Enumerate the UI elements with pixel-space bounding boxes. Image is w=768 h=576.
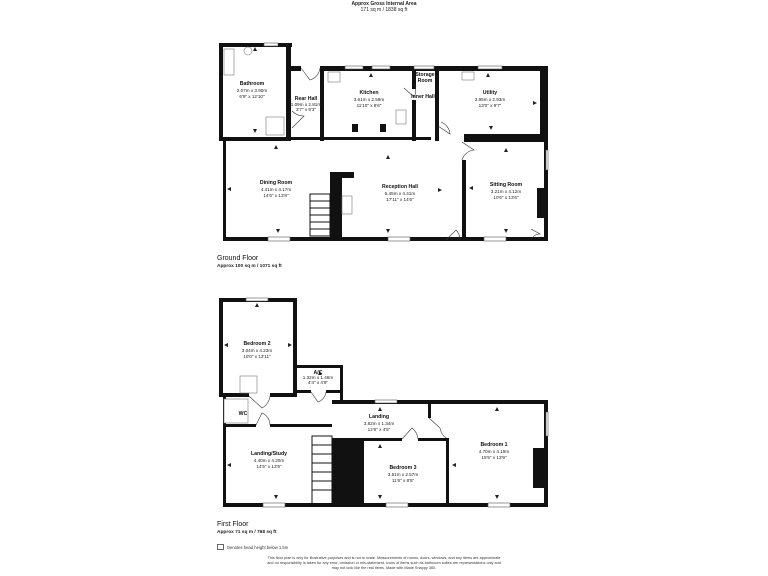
bedroom1-imperial: 15'5" x 13'9" (481, 455, 507, 460)
fireplace-icon (342, 196, 352, 214)
ground-floor-label: Ground Floor (217, 255, 259, 262)
landing-study-name: Landing/Study (250, 451, 288, 457)
kitchen-imperial: 11'10" x 8'6" (356, 103, 382, 108)
bath-icon (224, 49, 234, 75)
sitting-room-name: Sitting Room (489, 182, 523, 188)
rear-hall-name: Rear Hall (294, 96, 318, 102)
disclaimer-line-1: This floor plan is only for illustrative purposes and is not to scale. Measurements of rooms, doors, windows, and any items are approximate (267, 556, 501, 560)
utility-name: Utility (482, 90, 498, 96)
door-swing (292, 111, 304, 128)
header-title: Approx Gross Internal Area (351, 1, 417, 7)
reception-hall-imperial: 17'11" x 14'6" (386, 197, 414, 202)
wall (219, 43, 292, 47)
wc-icon (244, 47, 252, 55)
window (546, 150, 548, 170)
bedroom3-imperial: 11'6" x 8'5" (391, 478, 415, 483)
wall (428, 400, 431, 418)
window (263, 503, 285, 507)
disclaimer-line-2: and no responsibility is taken for any error, omission or mis-statement. Icons of items such as bathroom suites are representations only and (267, 561, 501, 565)
stair-void (332, 438, 361, 506)
bedroom2-metric: 3.04m x 4.23m (241, 348, 273, 353)
landing-study-metric: 4.40m x 4.20m (253, 458, 285, 463)
wall (293, 298, 297, 396)
door-swing (438, 122, 450, 134)
window (268, 237, 290, 241)
shower-icon (240, 376, 257, 393)
wall (362, 438, 402, 441)
wall (297, 390, 311, 393)
legend-swatch (217, 544, 224, 550)
bedroom3-name: Bedroom 3 (389, 465, 417, 471)
kitchen-unit (380, 124, 386, 132)
bedroom1-name: Bedroom 1 (480, 442, 508, 448)
bedroom1-metric: 4.70m x 4.19m (478, 449, 510, 454)
storage-room-name-line2: Room (417, 78, 433, 84)
wall (219, 43, 223, 141)
door-swing (429, 418, 446, 438)
wall (226, 424, 256, 427)
window (345, 66, 363, 69)
window (488, 503, 510, 507)
inner-hall-name: Inner Hall (411, 94, 435, 100)
chimney-breast (537, 188, 544, 218)
kitchen-name: Kitchen (359, 90, 379, 96)
bathroom-imperial: 6'9" x 12'10" (239, 94, 265, 99)
window (246, 298, 268, 301)
wall (446, 438, 449, 506)
door-swing (311, 392, 326, 402)
landing-study-imperial: 14'5" x 13'9" (256, 464, 282, 469)
first-floor-label: First Floor (217, 521, 249, 528)
wall (340, 365, 343, 403)
bedroom3-metric: 3.51m x 2.57m (387, 472, 419, 477)
wall (286, 66, 301, 71)
hob (328, 72, 340, 82)
chimney-breast (330, 172, 354, 178)
wall (291, 137, 431, 140)
rear-hall-imperial: 3'7" x 9'3" (295, 107, 317, 112)
chimney-breast (330, 172, 342, 238)
ground-floor-plan (219, 43, 548, 241)
window (264, 43, 278, 46)
door-swing (249, 396, 270, 408)
bathroom-name: Bathroom (239, 81, 265, 87)
window (388, 237, 410, 241)
wall (297, 365, 343, 368)
wall (412, 100, 416, 141)
window (478, 66, 502, 69)
door-swing (402, 428, 418, 439)
dining-room-name: Dining Room (259, 180, 293, 186)
window (386, 503, 408, 507)
wall (462, 160, 466, 240)
window (372, 66, 390, 69)
reception-hall-name: Reception Hall (381, 184, 419, 190)
wall (270, 424, 332, 427)
kitchen-metric: 3.61m x 2.59m (353, 97, 385, 102)
wall (270, 393, 297, 397)
dining-room-imperial: 14'6" x 13'8" (263, 193, 289, 198)
door-swing (301, 68, 320, 80)
wall (540, 66, 548, 142)
wall (428, 400, 548, 404)
window (546, 412, 548, 436)
disclaimer (214, 556, 554, 571)
wall (223, 137, 226, 240)
wall (326, 390, 343, 393)
utility-metric: 3.95m x 2.93m (474, 97, 506, 102)
wall (219, 137, 291, 141)
landing-name: Landing (368, 414, 390, 420)
window (484, 237, 506, 241)
wall (464, 134, 548, 142)
landing-imperial: 12'6" x 4'5" (367, 427, 391, 432)
ac-name: A/C (313, 370, 323, 376)
kitchen-sink (396, 110, 406, 124)
chimney-breast (533, 448, 544, 488)
sitting-room-metric: 3.21m x 4.12m (490, 189, 522, 194)
landing-metric: 3.82m x 1.34m (363, 421, 395, 426)
bedroom2-imperial: 10'0" x 13'11" (243, 354, 271, 359)
rear-hall-metric: 1.09m x 2.81m (290, 102, 322, 107)
disclaimer-line-3: may not look like the real items. Made with Made Snappy 360. (331, 566, 437, 570)
legend-text: Denotes head height below 1.5m (227, 544, 289, 550)
door-swing (462, 142, 474, 160)
first-floor-plan (219, 298, 548, 507)
ac-metric: 1.32m x 1.46m (302, 375, 334, 380)
ground-floor-area: Approx 100 sq m / 1071 sq ft (217, 264, 282, 269)
window (375, 400, 397, 403)
bathroom-metric: 2.07m x 3.90m (236, 88, 268, 93)
wall (361, 438, 364, 506)
utility-imperial: 13'0" x 9'7" (478, 103, 502, 108)
door-swing (531, 229, 540, 238)
header-total-area: 171 sq m / 1838 sq ft (360, 7, 408, 13)
door-swing (256, 413, 270, 425)
kitchen-unit (352, 124, 358, 132)
legend (217, 544, 288, 550)
wall (286, 43, 291, 141)
shower-icon (266, 117, 284, 135)
ground-floor-stairs (310, 194, 330, 236)
wall (435, 66, 439, 141)
utility-sink-icon (462, 72, 474, 80)
ac-imperial: 4'4" x 4'9" (307, 380, 329, 385)
first-floor-stairs (312, 436, 332, 504)
reception-hall-metric: 5.45m x 4.41m (384, 191, 416, 196)
wall (418, 438, 448, 441)
wc-name: WC (238, 411, 248, 417)
window (414, 66, 434, 69)
wall (219, 298, 223, 396)
sitting-room-imperial: 10'6" x 13'6" (493, 195, 519, 200)
bedroom2-name: Bedroom 2 (243, 341, 271, 347)
first-floor-area: Approx 71 sq m / 768 sq ft (217, 530, 277, 535)
storage-room-name: Storage (415, 72, 435, 78)
dining-room-metric: 4.41m x 4.17m (260, 187, 292, 192)
